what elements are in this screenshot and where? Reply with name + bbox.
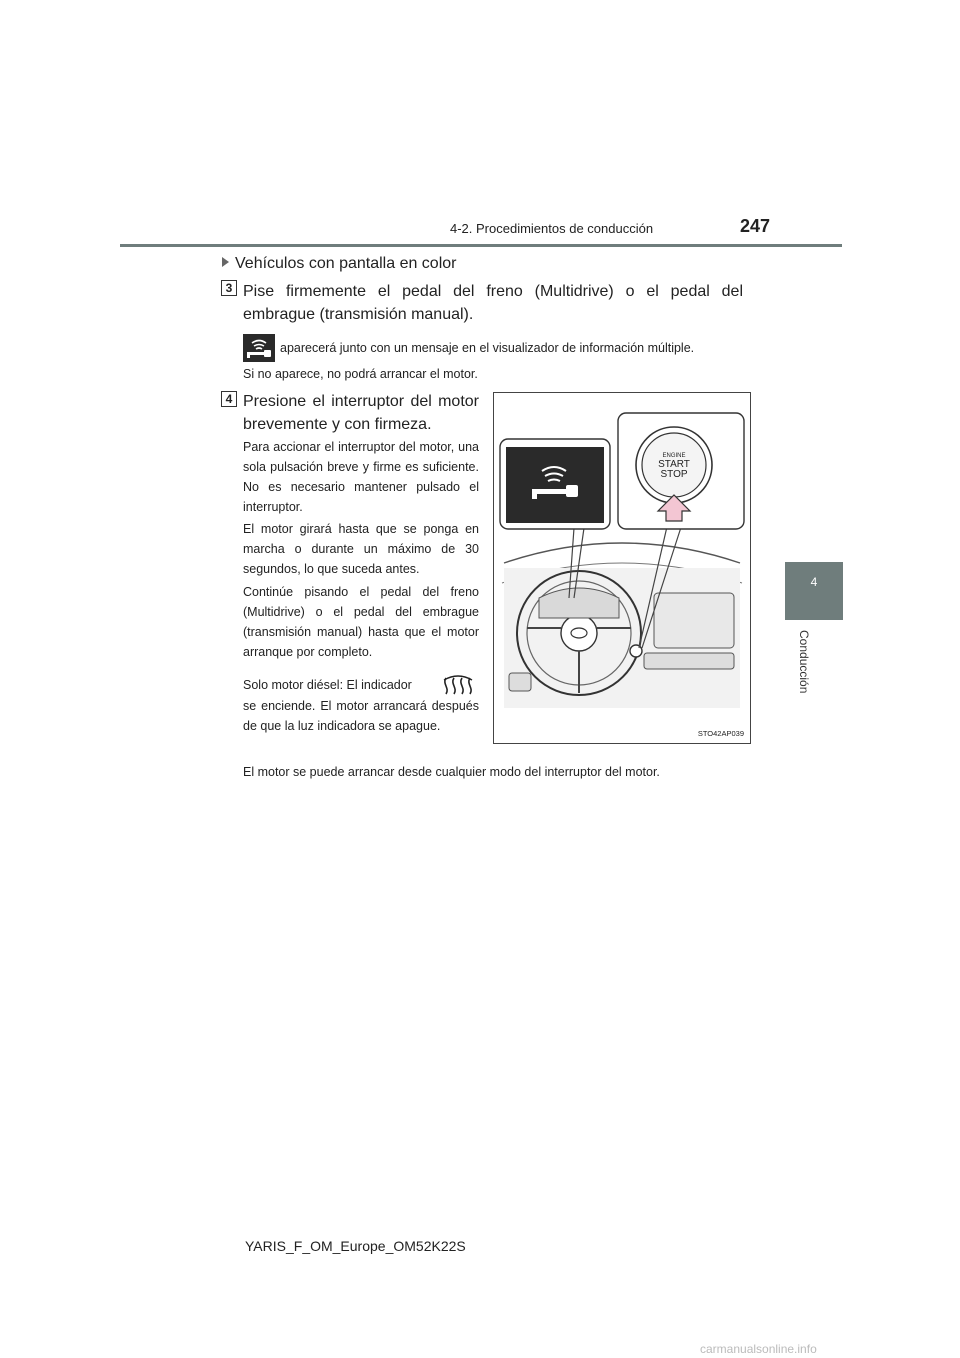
bullet-heading: Vehículos con pantalla en color [222, 255, 456, 273]
step-4-title: Presione el interruptor del motor brevemente y con firmeza. [243, 393, 479, 433]
step-3-marker: 3 [221, 280, 237, 296]
section-title: 4-2. Procedimientos de conducción [450, 221, 654, 236]
step-4-para-2: El motor girará hasta que se ponga en marcha o durante un máximo de 30 segundos, lo que suceda antes. [243, 522, 479, 576]
dashboard-illustration [493, 392, 751, 744]
figure-code: STO42AP039 [697, 729, 744, 738]
step-4-marker: 4 [221, 391, 237, 407]
chapter-label: Conducción [797, 630, 811, 694]
step-4-final: El motor se puede arrancar desde cualquier modo del interruptor del motor. [243, 765, 660, 779]
header-rule [120, 244, 842, 247]
button-line-3: STOP [660, 469, 688, 480]
step-4-para-3: Continúe pisando el pedal del freno (Multidrive) o el pedal del embrague (transmisión manual) hasta que el motor arranque por completo. [243, 585, 479, 659]
chapter-tab [785, 562, 843, 620]
smart-key-icon [243, 334, 275, 362]
glow-plug-icon [440, 674, 476, 698]
button-line-1: ENGINE [662, 453, 686, 459]
watermark: carmanualsonline.info [700, 1342, 817, 1356]
step-3-icon-text: aparecerá junto con un mensaje en el visualizador de información múltiple. [280, 341, 695, 355]
footer-doc-id: YARIS_F_OM_Europe_OM52K22S [245, 1238, 466, 1254]
step-4-para-4: Solo motor diésel: El indicador [243, 678, 412, 692]
step-4-para-1: Para accionar el interruptor del motor, una sola pulsación breve y firme es suficiente. No es necesario mantener pulsado el interruptor. [243, 440, 479, 514]
button-line-2: START [658, 459, 690, 470]
bullet-triangle-icon [222, 257, 229, 267]
step-3-note: Si no aparece, no podrá arrancar el motor. [243, 367, 478, 381]
page-number: 247 [740, 216, 771, 236]
step-3-text: Pise firmemente el pedal del freno (Multidrive) o el pedal del embrague (transmisión manual). [243, 283, 743, 323]
step-4-para-5: se enciende. El motor arrancará después de que la luz indicadora se apague. [243, 699, 479, 733]
chapter-number: 4 [810, 575, 818, 589]
